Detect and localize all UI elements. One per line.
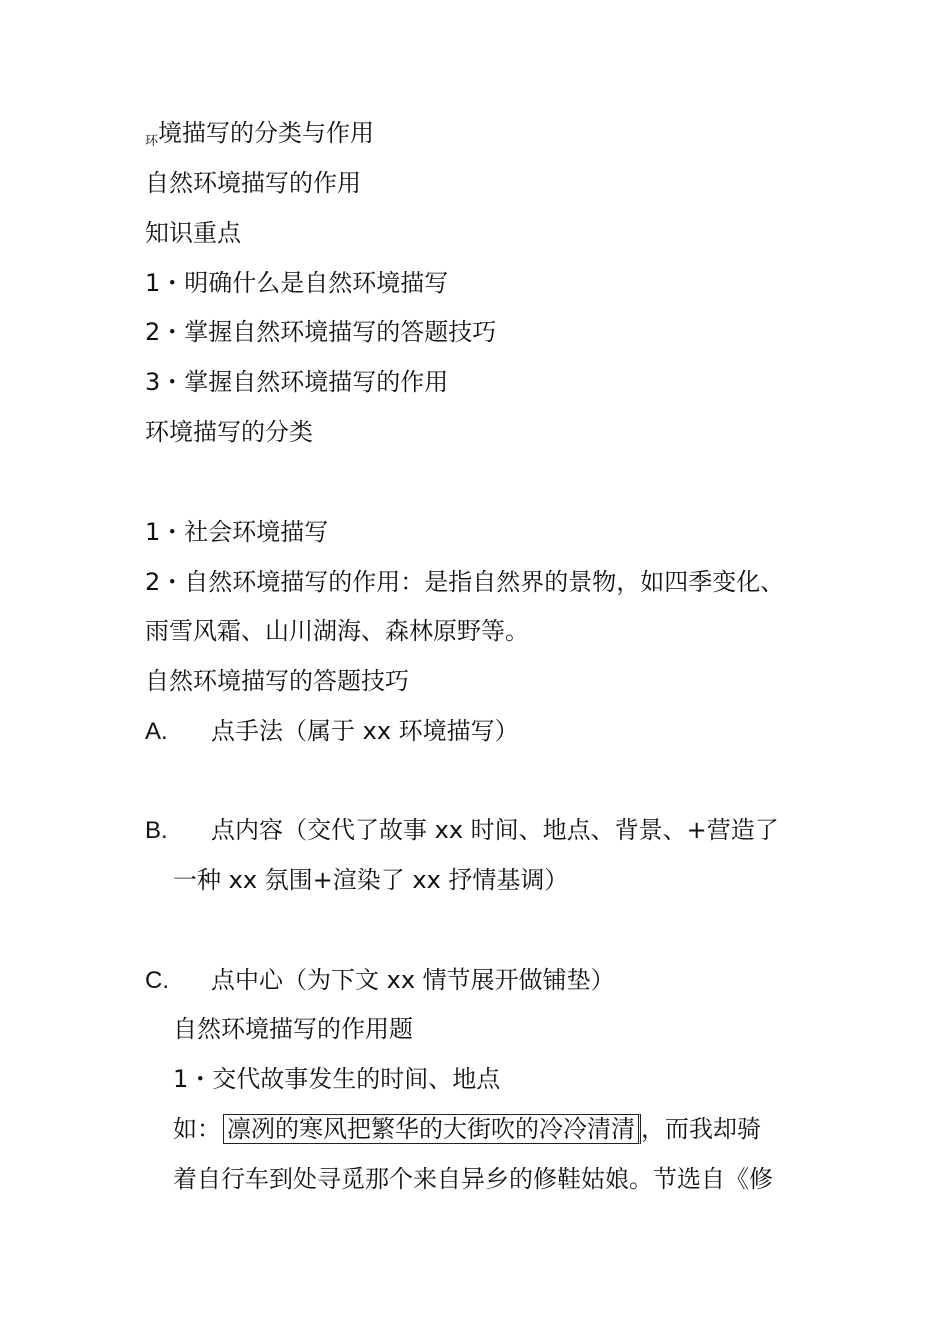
technique-b-text: 点内容（交代了故事 xx 时间、地点、背景、+营造了 <box>211 816 779 844</box>
title-prefix: 环 <box>145 134 159 149</box>
document-title <box>145 116 374 150</box>
technique-a-text: 点手法（属于 xx 环境描写） <box>211 717 519 745</box>
classification-heading: 环境描写的分类 <box>145 418 313 446</box>
technique-b-marker: B. <box>145 817 168 844</box>
function-item-1: 1・交代故事发生的时间、地点 <box>173 1065 501 1093</box>
technique-a-marker: A. <box>145 718 168 745</box>
knowledge-point-2: 2・掌握自然环境描写的答题技巧 <box>145 318 497 346</box>
function-heading: 自然环境描写的作用题 <box>173 1015 413 1043</box>
title-text: 境描写的分类与作用 <box>158 119 375 147</box>
example-prefix: 如： <box>173 1115 221 1143</box>
technique-a <box>145 714 519 748</box>
example-after: ，而我却骑 <box>641 1115 761 1143</box>
classification-2: 2・自然环境描写的作用：是指自然界的景物，如四季变化、 <box>145 568 785 596</box>
example-line-1 <box>173 1112 761 1146</box>
knowledge-point-3: 3・掌握自然环境描写的作用 <box>145 368 449 396</box>
example-boxed-text: 凛冽的寒风把繁华的大街吹的冷冷清清 <box>223 1114 641 1144</box>
knowledge-heading: 知识重点 <box>145 219 241 247</box>
technique-b-cont: 一种 xx 氛围+渲染了 xx 抒情基调） <box>173 866 569 894</box>
classification-2-cont: 雨雪风霜、山川湖海、森林原野等。 <box>145 617 529 645</box>
classification-1: 1・社会环境描写 <box>145 518 329 546</box>
technique-b <box>145 813 779 847</box>
technique-c-text: 点中心（为下文 xx 情节展开做铺垫） <box>211 966 615 994</box>
example-line-2: 着自行车到处寻觅那个来自异乡的修鞋姑娘。节选自《修 <box>173 1165 773 1193</box>
knowledge-point-1: 1・明确什么是自然环境描写 <box>145 269 449 297</box>
techniques-heading: 自然环境描写的答题技巧 <box>145 667 409 695</box>
technique-c <box>145 963 615 997</box>
heading-natural-function: 自然环境描写的作用 <box>145 169 361 197</box>
technique-c-marker: C. <box>145 967 169 994</box>
